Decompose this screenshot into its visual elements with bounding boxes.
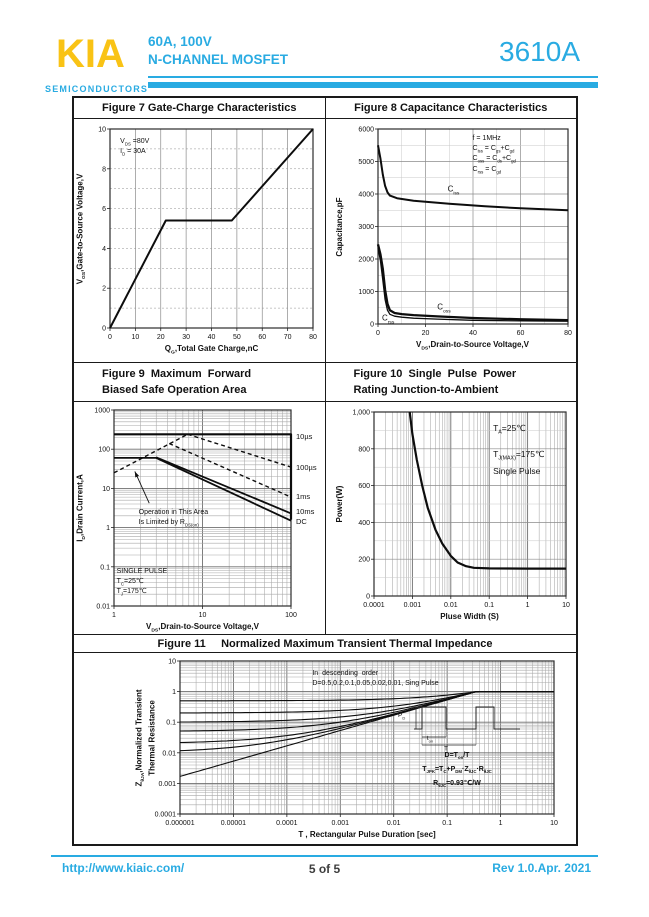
svg-text:0.1: 0.1: [442, 820, 453, 827]
svg-text:10: 10: [168, 658, 176, 666]
svg-text:100: 100: [98, 446, 110, 454]
svg-text:60: 60: [516, 330, 524, 337]
svg-text:0.01: 0.01: [443, 602, 458, 609]
svg-text:0.01: 0.01: [96, 603, 110, 611]
svg-text:2000: 2000: [357, 256, 374, 264]
svg-text:80: 80: [563, 330, 572, 337]
svg-text:6: 6: [102, 206, 106, 214]
fig7-x-axis-label: $Q_G,Total$ Gate Charge,nC: [164, 344, 259, 356]
svg-text:60: 60: [258, 334, 267, 341]
fig9-label: 100µs: [296, 462, 317, 472]
fig9-label: 10ms: [296, 506, 315, 516]
figure10-chart: [325, 402, 577, 634]
figure11-chart-row: [74, 653, 576, 844]
header-rule-thick: [148, 82, 598, 88]
fig8-label: f = 1MHz $C_{iss} = C_{gs}+C_{gd}$ $C_{oss} = C_{ds}+C_{gd}$ $C_{rss} = C_{gd}$: [472, 134, 516, 174]
svg-text:400: 400: [357, 519, 370, 527]
svg-text:1000: 1000: [94, 407, 110, 415]
svg-text:5000: 5000: [357, 159, 374, 166]
svg-text:1: 1: [112, 612, 116, 619]
fig7-plot-svg: [74, 119, 325, 362]
svg-text:0.000001: 0.000001: [165, 820, 195, 827]
svg-text:50: 50: [232, 334, 241, 341]
figure7-8-title-row: [74, 98, 576, 119]
fig11-label: $T_{JPK}=T_C+P_{DM}\cdot Z_{\theta JC}\cdot R_{\theta JC}$: [422, 765, 492, 775]
fig11-label: $R_{\theta JC}=0.93℃/W$: [433, 779, 481, 789]
svg-text:10: 10: [561, 602, 570, 609]
svg-text:0: 0: [108, 334, 112, 341]
svg-text:1: 1: [498, 820, 503, 827]
figure8-chart: [325, 119, 577, 362]
svg-text:0: 0: [365, 593, 370, 601]
fig9-series-10ms: [156, 457, 291, 513]
figure10-title-line2: Rating Junction-to-Ambient: [353, 384, 499, 396]
svg-text:0.001: 0.001: [158, 780, 176, 788]
fig11-y-axis-label: $Z_{\theta JA},Normalized$ Transient Thermal Resistance: [134, 688, 157, 787]
svg-text:10: 10: [98, 126, 106, 134]
fig8-x-axis-label: $V_{DS},Drain-to$-Source Voltage,V: [416, 340, 529, 352]
fig8-label: $C_{rss}$: [381, 313, 395, 326]
svg-text:10: 10: [198, 612, 207, 619]
figure9-title-line1: Figure 9 Maximum Forward: [102, 368, 252, 380]
figure7-8-chart-row: [74, 119, 576, 363]
footer-revision: Rev 1.0.Apr. 2021: [492, 861, 591, 875]
svg-text:0.1: 0.1: [100, 564, 110, 572]
fig9-label: 10µs: [296, 431, 313, 441]
header-rule-thin: [148, 76, 598, 78]
fig8-label: $C_{iss}$: [447, 185, 460, 197]
footer-url-link[interactable]: http://www.kiaic.com/: [62, 861, 185, 875]
svg-text:0.01: 0.01: [386, 820, 401, 827]
svg-text:1: 1: [525, 602, 530, 609]
svg-text:80: 80: [309, 334, 317, 341]
fig8-y-axis-label: Capacitance,pF: [334, 196, 344, 257]
fig11-label: $P_D$: [398, 712, 406, 721]
figure8-title: Figure 8 Capacitance Characteristics: [325, 98, 577, 118]
svg-text:0: 0: [375, 330, 380, 337]
svg-text:0.001: 0.001: [331, 820, 350, 827]
svg-text:10: 10: [131, 334, 140, 341]
svg-text:0: 0: [102, 325, 106, 333]
figure7-title: Figure 7 Gate-Charge Characteristics: [102, 102, 297, 114]
svg-text:0.1: 0.1: [483, 602, 494, 609]
fig9-label: 1ms: [296, 491, 311, 501]
fig11-label: T: [444, 745, 448, 753]
figure11-chart: [74, 653, 576, 844]
figure10-title-line1: Figure 10 Single Pulse Power: [353, 368, 517, 380]
fig10-label: $T_A=25℃$: [493, 423, 526, 436]
fig9-x-axis-label: $V_{DS},Drain-to$-Source Voltage,V: [146, 622, 259, 634]
figures-table: [72, 96, 578, 846]
footer-rule: [51, 855, 598, 857]
figure9-title-line2: Biased Safe Operation Area: [102, 384, 247, 396]
device-spec: [148, 33, 288, 69]
svg-text:1,000: 1,000: [351, 409, 370, 417]
fig10-y-axis-label: Power(W): [334, 485, 344, 523]
fig11-label: $D=T_{on}/T$: [444, 751, 470, 761]
fig10-series-single-pulse-power: [409, 412, 565, 569]
svg-text:100: 100: [285, 612, 297, 619]
svg-text:10: 10: [102, 485, 110, 493]
svg-text:0.00001: 0.00001: [220, 820, 247, 827]
fig10-label: $T_{J(MAX)}=175℃$ Single Pulse: [493, 448, 545, 477]
svg-text:0.1: 0.1: [166, 719, 176, 727]
fig9-label: Operation in This Area Is Limited by $R_{DS(on)}$: [138, 508, 209, 527]
figure11-title: Figure 11 Normalized Maximum Transient Thermal Impedance: [157, 637, 493, 650]
fig7-y-axis-label: $V_{GS},Gate-to$-Source Voltage,V: [75, 173, 88, 284]
svg-text:10: 10: [550, 820, 558, 827]
footer-page-number: 5 of 5: [308, 862, 341, 876]
fig8-label: $C_{oss}$: [437, 302, 451, 315]
fig9-y-axis-label: $I_D,Drain$ Current,A: [75, 474, 88, 542]
svg-text:40: 40: [207, 334, 216, 341]
svg-text:0.0001: 0.0001: [362, 602, 385, 609]
svg-text:0: 0: [369, 321, 374, 329]
brand-tagline: SEMICONDUCTORS: [45, 84, 149, 94]
fig8-plot-svg: [326, 119, 577, 362]
svg-text:40: 40: [468, 330, 477, 337]
part-number: 3610A: [499, 36, 580, 67]
svg-text:6000: 6000: [357, 126, 374, 134]
svg-text:4: 4: [102, 245, 106, 253]
svg-text:800: 800: [357, 446, 370, 454]
svg-text:2: 2: [102, 285, 106, 293]
svg-text:1000: 1000: [357, 289, 374, 296]
fig11-pulse-waveform: [414, 707, 520, 729]
svg-text:0.01: 0.01: [162, 750, 176, 758]
device-spec-line2: N-CHANNEL MOSFET: [148, 52, 288, 67]
svg-text:1: 1: [106, 525, 110, 533]
svg-text:30: 30: [182, 334, 191, 341]
fig7-label: $V_{DS} =80V$ $I_D = 30A$: [120, 137, 150, 157]
device-spec-line1: 60A, 100V: [148, 34, 212, 49]
figure9-title: [74, 363, 325, 401]
fig11-label: In descending order D=0.5,0.2,0.1,0.05,0.02,0.01, Sing Pulse: [312, 669, 439, 687]
fig10-plot-svg: [326, 402, 577, 634]
figure9-chart: [74, 402, 325, 634]
figure9-10-chart-row: [74, 402, 576, 635]
svg-text:200: 200: [357, 556, 370, 564]
fig10-x-axis-label: Pluse Width (S): [440, 612, 499, 621]
svg-text:3000: 3000: [357, 224, 374, 231]
fig9-label: SINGLE PULSE $T_C=25℃$ $T_J=175℃$: [116, 567, 168, 597]
svg-text:4000: 4000: [357, 191, 374, 199]
svg-text:8: 8: [102, 166, 106, 174]
fig11-x-axis-label: T , Rectangular Pulse Duration [sec]: [298, 830, 436, 839]
svg-text:0.0001: 0.0001: [276, 820, 298, 827]
svg-text:0.0001: 0.0001: [154, 811, 176, 819]
svg-text:70: 70: [283, 334, 292, 341]
figure7-chart: [74, 119, 325, 362]
figure11-title-row: [74, 635, 576, 653]
svg-text:600: 600: [357, 483, 370, 491]
figure9-10-title-row: [74, 363, 576, 402]
fig11-label: $t_{on}$: [426, 735, 434, 744]
svg-text:20: 20: [421, 330, 429, 337]
svg-text:20: 20: [156, 334, 165, 341]
svg-text:1: 1: [172, 689, 176, 697]
fig9-series-100us: [188, 434, 291, 467]
fig9-label: DC: [296, 517, 307, 527]
brand-logo: KIA: [56, 32, 125, 76]
svg-text:0.001: 0.001: [403, 602, 421, 609]
figure10-title: [325, 363, 577, 401]
